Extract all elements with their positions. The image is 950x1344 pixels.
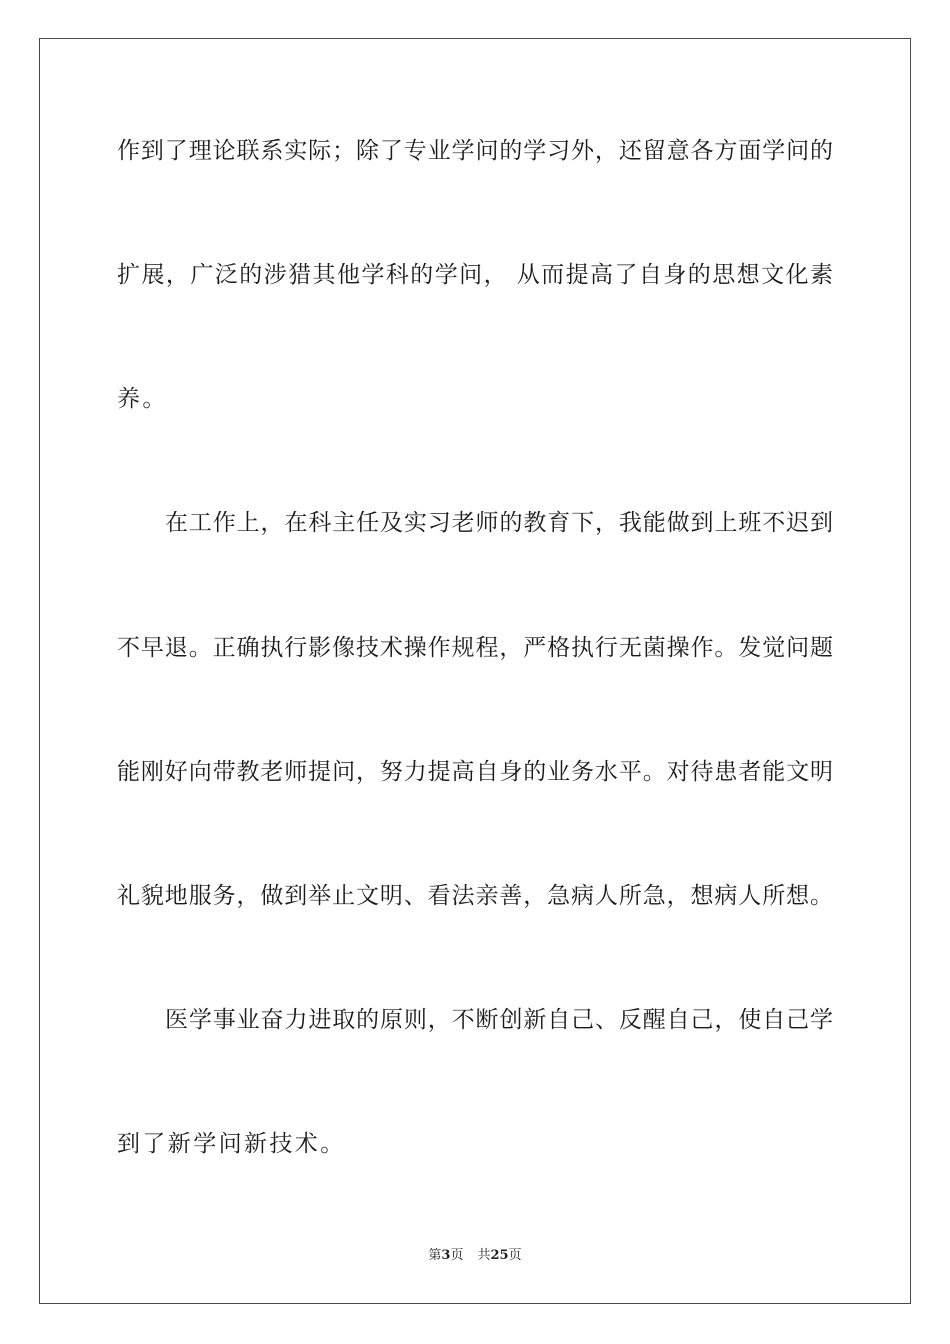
text-line-4: 在工作上，在科主任及实习老师的教育下，我能做到上班不迟到 [165,510,833,536]
text-line-1: 作到了理论联系实际；除了专业学问的学习外，还留意各方面学问的 [117,138,833,164]
page-prefix: 第 [428,1248,442,1263]
page-border [39,38,911,1304]
total-suffix: 页 [508,1248,522,1263]
total-pages: 25 [490,1248,509,1263]
text-line-7: 礼貌地服务，做到举止文明、看法亲善，急病人所急，想病人所想。 [117,883,833,909]
total-prefix: 共 [477,1248,491,1263]
text-line-3: 养。 [117,386,168,412]
page-suffix: 页 [450,1248,464,1263]
text-line-8: 医学事业奋力进取的原则，不断创新自己、反醒自己，使自己学 [165,1007,833,1033]
text-line-5: 不早退。正确执行影像技术操作规程，严格执行无菌操作。发觉问题 [117,635,833,661]
text-line-6: 能刚好向带教老师提问，努力提高自身的业务水平。对待患者能文明 [117,759,833,785]
text-line-2: 扩展，广泛的涉猎其他学科的学问， 从而提高了自身的思想文化素 [117,262,833,288]
page-number: 3 [441,1248,451,1263]
page-footer [0,1247,950,1265]
text-line-9: 到了新学问新技术。 [117,1131,346,1157]
